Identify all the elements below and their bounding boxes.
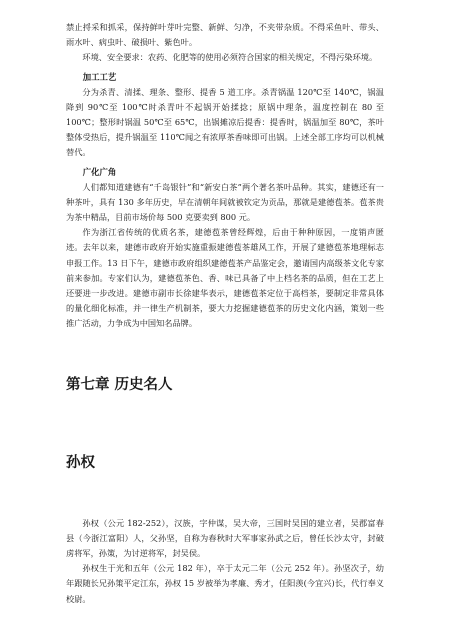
intro-paragraph: 禁止捋采和抓采，保持鲜叶芽叶完整、新鲜、匀净，不夹带杂质。不得采鱼叶、带头、雨水叶、病虫叶、破损叶、紫色叶。 xyxy=(66,22,384,48)
biography-paragraph: 孙权生于光和五年（公元 182 年），卒于太元二年（公元 252 年）。孙坚次子，幼年跟随长兄孙策平定江东，孙权 15 岁被举为孝廉、秀才，任阳羡(今宜兴)长，代行奉义校尉。 xyxy=(66,563,384,604)
chapter-title: 第七章 历史名人 xyxy=(66,376,173,393)
processing-heading: 加工工艺 xyxy=(82,71,117,82)
biography-paragraph: 孙权（公元 182-252），汉族，字仲谋，吴大帝，三国时吴国的建立者，吴郡富春县（今浙江富阳）人，父孙坚，自称为春秋时大军事家孙武之后，曾任长沙太守，封破虏将军，孙策，为讨逆将军，封吴侯。 xyxy=(66,517,384,559)
biography xyxy=(66,516,384,607)
promotion-paragraph: 人们都知道建德有“千岛银针”和“新安白茶”两个著名茶叶品种。其实，建德还有一种茶叶，具有 130 多年历史，早在清朝年间就被钦定为贡品，那就是建德苞茶。苞茶贵为茶中精品，目前市场价每 500 克要卖到 800 元。 xyxy=(66,181,384,223)
promotion-heading: 广化广角 xyxy=(82,166,117,177)
processing-paragraph: 分为杀青、清揉、理条、整形、提香 5 道工序。杀青锅温 120℃至 140℃，锅温降到 90℃至 100℃时杀青叶不起锅开始揉捻；原锅中理条，温度控制在 80 至 100℃；整形时锅温 50℃至 65℃，出锅摊凉后提香：提香时，锅温加至 80℃，茶叶整体受热后，提升锅温至 110℃闻之有浓厚茶香味即可出锅。上述全部工序均可以机械替代。 xyxy=(66,86,384,158)
intro-paragraph: 环境、安全要求：农药、化肥等的使用必须符合国家的相关规定，不得污染环境。 xyxy=(82,52,378,63)
promotion-paragraph: 作为浙江省传统的优质名茶，建德苞茶曾经辉煌，后由于种种原因，一度销声匿迹。去年以来，建德市政府开始实施重振建德苞茶雄风工作，开展了建德苞茶地理标志申报工作。13 日下午，建德市政府组织建德苞茶产品鉴定会，邀请国内高级茶文化专家前来参加。专家们认为，建德苞茶色、香、味已具备了中上档名茶的品质，但在工艺上还要进一步改进。建德市副市长徐建华表示，建德苞茶定位于高档茶，要制定非常具体的量化细化标准，并一律生产机制茶，要大力挖掘建德苞茶的历史文化内涵，策划一些推广活动，力争成为中国知名品牌。 xyxy=(66,227,384,329)
person-name-heading: 孙权 xyxy=(66,454,95,471)
